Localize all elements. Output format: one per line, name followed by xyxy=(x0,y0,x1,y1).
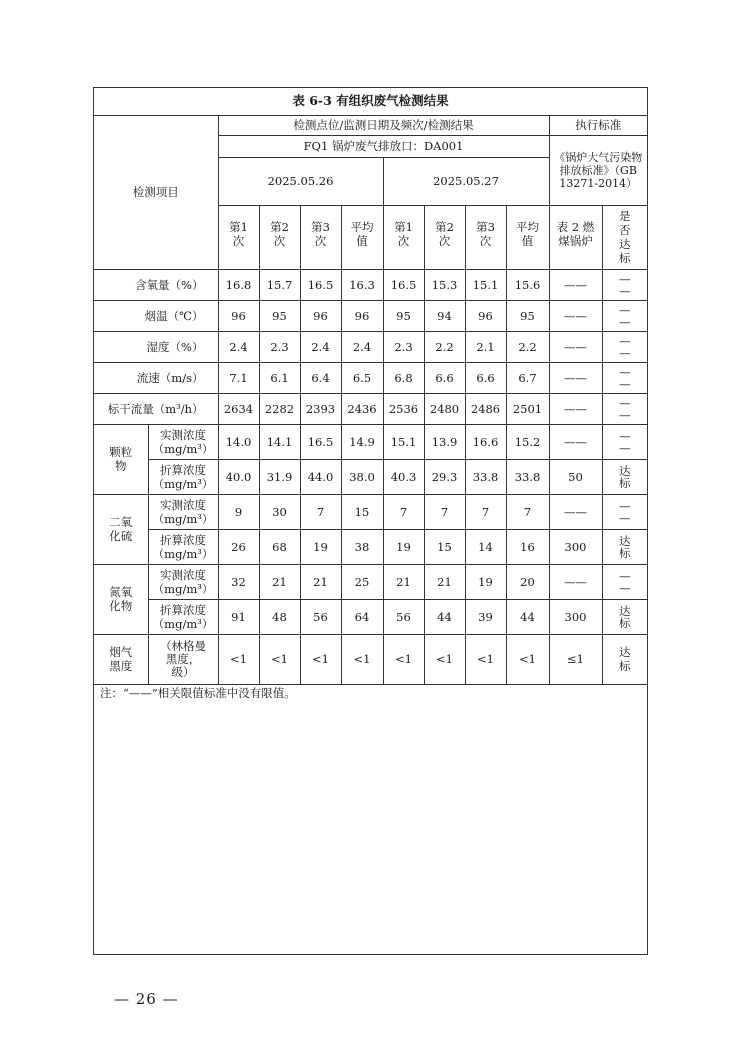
cell-value: 21 xyxy=(383,564,424,599)
cell-value: 2.2 xyxy=(506,331,549,362)
cell-value: 13.9 xyxy=(424,424,465,459)
cell-result: — — xyxy=(602,564,647,599)
cell-value: 6.6 xyxy=(424,362,465,393)
cell-value: 6.1 xyxy=(259,362,300,393)
subrow-label: 实测浓度 （mg/m³） xyxy=(148,424,218,459)
cell-value: 14.1 xyxy=(259,424,300,459)
cell-value: 2.3 xyxy=(259,331,300,362)
cell-value: 6.6 xyxy=(465,362,506,393)
cell-value: <1 xyxy=(300,634,341,684)
subrow-label: 折算浓度 （mg/m³） xyxy=(148,459,218,494)
cell-value: 2486 xyxy=(465,393,506,424)
cell-value: 40.0 xyxy=(218,459,259,494)
cell-value: 21 xyxy=(424,564,465,599)
cell-value: 16.5 xyxy=(300,424,341,459)
subrow-label: 实测浓度 （mg/m³） xyxy=(148,494,218,529)
cell-result: — — xyxy=(602,331,647,362)
cell-value: 15.3 xyxy=(424,269,465,300)
table-title: 表 6-3 有组织废气检测结果 xyxy=(94,88,647,116)
header-date-2: 2025.05.27 xyxy=(383,157,549,205)
header-run: 第2 次 xyxy=(259,205,300,269)
cell-value: 2536 xyxy=(383,393,424,424)
cell-value: <1 xyxy=(465,634,506,684)
group-label: 二氧 化硫 xyxy=(94,494,148,564)
cell-value: 7 xyxy=(465,494,506,529)
cell-value: 94 xyxy=(424,300,465,331)
cell-value: <1 xyxy=(218,634,259,684)
cell-result: 达 标 xyxy=(602,599,647,634)
cell-limit: 300 xyxy=(549,599,602,634)
cell-result: — — xyxy=(602,300,647,331)
cell-value: 2634 xyxy=(218,393,259,424)
cell-value: 2.4 xyxy=(218,331,259,362)
cell-value: 95 xyxy=(259,300,300,331)
cell-value: 6.8 xyxy=(383,362,424,393)
cell-value: 2480 xyxy=(424,393,465,424)
cell-value: 96 xyxy=(341,300,383,331)
cell-value: 38.0 xyxy=(341,459,383,494)
cell-limit: —— xyxy=(549,269,602,300)
row-label: 含氧量（%） xyxy=(94,269,218,300)
header-run: 第3 次 xyxy=(465,205,506,269)
cell-limit: —— xyxy=(549,494,602,529)
cell-value: 38 xyxy=(341,529,383,564)
cell-value: 32 xyxy=(218,564,259,599)
cell-limit: —— xyxy=(549,362,602,393)
cell-limit: —— xyxy=(549,424,602,459)
cell-value: 7 xyxy=(383,494,424,529)
header-pass-col: 是 否 达 标 xyxy=(602,205,647,269)
cell-value: 15 xyxy=(341,494,383,529)
cell-limit: ≤1 xyxy=(549,634,602,684)
report-table-frame xyxy=(93,87,648,955)
cell-value: 30 xyxy=(259,494,300,529)
cell-value: 6.4 xyxy=(300,362,341,393)
cell-value: 2.2 xyxy=(424,331,465,362)
header-run: 第1 次 xyxy=(218,205,259,269)
cell-value: 15 xyxy=(424,529,465,564)
cell-value: <1 xyxy=(259,634,300,684)
header-outlet: FQ1 锅炉废气排放口：DA001 xyxy=(218,135,549,157)
row-label: 湿度（%） xyxy=(94,331,218,362)
cell-value: 26 xyxy=(218,529,259,564)
cell-value: 20 xyxy=(506,564,549,599)
cell-value: 16 xyxy=(506,529,549,564)
subrow-label: 折算浓度 （mg/m³） xyxy=(148,599,218,634)
cell-value: 68 xyxy=(259,529,300,564)
cell-value: 6.5 xyxy=(341,362,383,393)
group-label: 氮氧 化物 xyxy=(94,564,148,634)
cell-value: 2436 xyxy=(341,393,383,424)
cell-value: 64 xyxy=(341,599,383,634)
cell-limit: 300 xyxy=(549,529,602,564)
cell-value: 15.1 xyxy=(465,269,506,300)
cell-value: 6.7 xyxy=(506,362,549,393)
cell-limit: —— xyxy=(549,393,602,424)
cell-value: 14.9 xyxy=(341,424,383,459)
cell-value: 2501 xyxy=(506,393,549,424)
cell-value: 16.3 xyxy=(341,269,383,300)
emission-results-table xyxy=(94,115,647,685)
cell-value: 2.4 xyxy=(300,331,341,362)
cell-value: 19 xyxy=(383,529,424,564)
header-group: 检测点位/监测日期及频次/检测结果 xyxy=(218,115,549,135)
cell-value: 7.1 xyxy=(218,362,259,393)
cell-value: 21 xyxy=(259,564,300,599)
cell-value: 96 xyxy=(218,300,259,331)
cell-result: — — xyxy=(602,393,647,424)
row-label: 流速（m/s） xyxy=(94,362,218,393)
table-note: 注：“——”相关限值标准中没有限值。 xyxy=(100,686,296,700)
page-number: — 26 — xyxy=(114,990,179,1008)
cell-value: 56 xyxy=(383,599,424,634)
cell-value: 25 xyxy=(341,564,383,599)
cell-limit: —— xyxy=(549,564,602,599)
cell-value: 33.8 xyxy=(465,459,506,494)
cell-value: 44 xyxy=(506,599,549,634)
cell-value: 91 xyxy=(218,599,259,634)
cell-result: — — xyxy=(602,494,647,529)
cell-value: 2.3 xyxy=(383,331,424,362)
cell-value: 96 xyxy=(300,300,341,331)
header-date-1: 2025.05.26 xyxy=(218,157,383,205)
cell-value: <1 xyxy=(341,634,383,684)
header-standard-name: 《锅炉大气污染物排放标准》（GB 13271-2014） xyxy=(549,135,647,205)
cell-value: 16.5 xyxy=(300,269,341,300)
cell-result: 达 标 xyxy=(602,529,647,564)
row-label: 烟温（℃） xyxy=(94,300,218,331)
header-run: 第2 次 xyxy=(424,205,465,269)
smoke-unit: （林格曼 黑度， 级） xyxy=(148,634,218,684)
cell-limit: 50 xyxy=(549,459,602,494)
cell-result: — — xyxy=(602,269,647,300)
cell-value: 7 xyxy=(424,494,465,529)
cell-result: 达 标 xyxy=(602,459,647,494)
cell-value: 48 xyxy=(259,599,300,634)
cell-value: 2.4 xyxy=(341,331,383,362)
header-run: 第3 次 xyxy=(300,205,341,269)
group-label: 颗粒 物 xyxy=(94,424,148,494)
cell-value: 95 xyxy=(383,300,424,331)
subrow-label: 实测浓度 （mg/m³） xyxy=(148,564,218,599)
cell-value: 2.1 xyxy=(465,331,506,362)
cell-value: 15.2 xyxy=(506,424,549,459)
cell-value: 96 xyxy=(465,300,506,331)
header-item: 检测项目 xyxy=(94,115,218,269)
header-run: 平均 值 xyxy=(341,205,383,269)
cell-value: 9 xyxy=(218,494,259,529)
cell-limit: —— xyxy=(549,300,602,331)
row-label: 标干流量（m³/h） xyxy=(94,393,218,424)
subrow-label: 折算浓度 （mg/m³） xyxy=(148,529,218,564)
cell-value: <1 xyxy=(424,634,465,684)
cell-value: 15.1 xyxy=(383,424,424,459)
cell-value: 39 xyxy=(465,599,506,634)
cell-result: — — xyxy=(602,424,647,459)
cell-value: 31.9 xyxy=(259,459,300,494)
cell-value: 7 xyxy=(300,494,341,529)
header-standard: 执行标准 xyxy=(549,115,647,135)
cell-value: 40.3 xyxy=(383,459,424,494)
cell-value: <1 xyxy=(506,634,549,684)
cell-value: 15.7 xyxy=(259,269,300,300)
cell-value: 21 xyxy=(300,564,341,599)
cell-value: 2282 xyxy=(259,393,300,424)
cell-value: 15.6 xyxy=(506,269,549,300)
cell-value: 14.0 xyxy=(218,424,259,459)
cell-result: — — xyxy=(602,362,647,393)
cell-value: 7 xyxy=(506,494,549,529)
cell-value: 95 xyxy=(506,300,549,331)
cell-value: 19 xyxy=(465,564,506,599)
cell-value: 16.5 xyxy=(383,269,424,300)
smoke-label: 烟气 黑度 xyxy=(94,634,148,684)
header-run: 平均 值 xyxy=(506,205,549,269)
cell-value: 44.0 xyxy=(300,459,341,494)
cell-value: 16.8 xyxy=(218,269,259,300)
cell-limit: —— xyxy=(549,331,602,362)
cell-value: 44 xyxy=(424,599,465,634)
cell-value: 14 xyxy=(465,529,506,564)
header-limit-col: 表 2 燃 煤锅炉 xyxy=(549,205,602,269)
cell-value: 33.8 xyxy=(506,459,549,494)
cell-value: 56 xyxy=(300,599,341,634)
cell-value: 2393 xyxy=(300,393,341,424)
cell-value: 29.3 xyxy=(424,459,465,494)
cell-value: 16.6 xyxy=(465,424,506,459)
header-run: 第1 次 xyxy=(383,205,424,269)
cell-result: 达 标 xyxy=(602,634,647,684)
cell-value: <1 xyxy=(383,634,424,684)
cell-value: 19 xyxy=(300,529,341,564)
